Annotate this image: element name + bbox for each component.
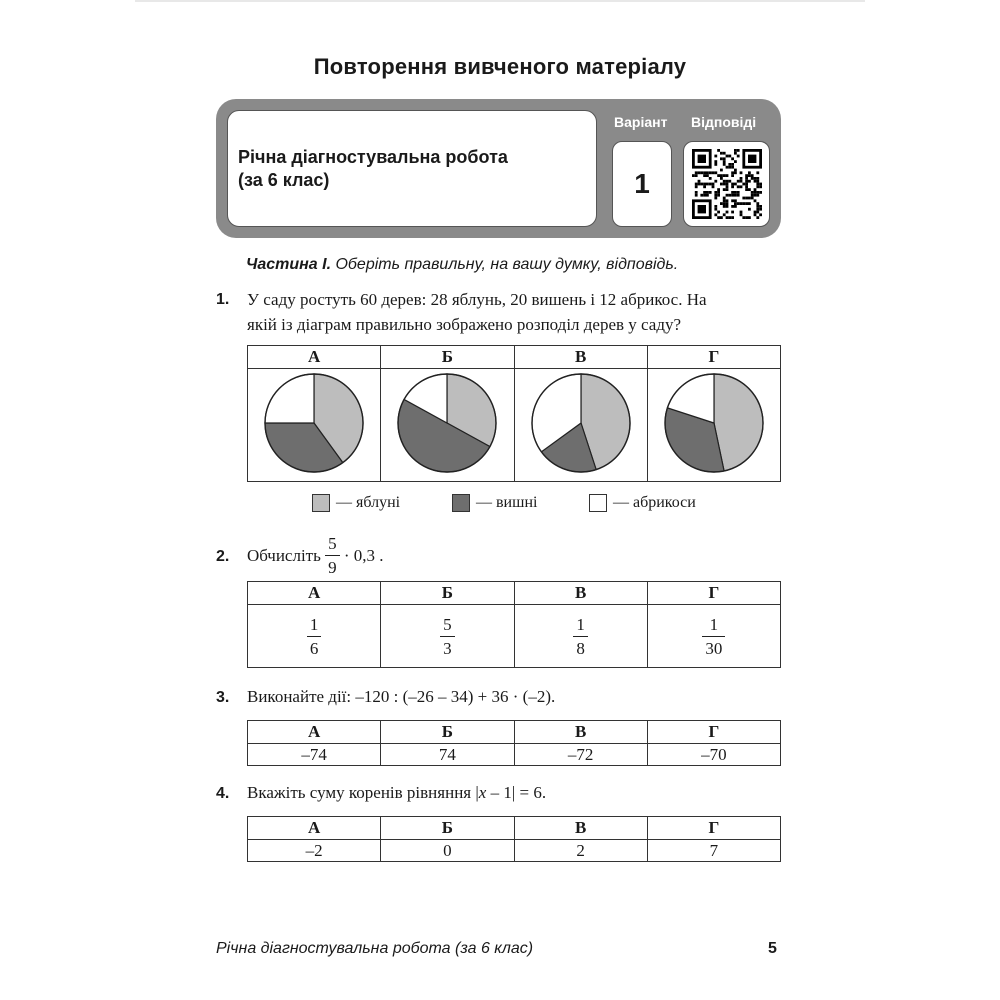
question-1-text-line2: якій із діаграм правильно зображено розподіл дерев у саду? (247, 315, 682, 334)
answers-label: Відповіді (691, 114, 757, 130)
q2-option-a[interactable] (248, 605, 381, 668)
question-4-number: 4. (216, 785, 230, 802)
pie-option-g[interactable] (647, 369, 780, 482)
part-label: Частина I. (246, 256, 332, 273)
footer-title: Річна діагностувальна робота (за 6 клас) (216, 940, 534, 957)
q4-option-g[interactable]: 7 (647, 840, 780, 862)
pie-chart-g (662, 371, 766, 475)
q3-option-letter: Б (381, 721, 514, 744)
part-instruction (246, 256, 678, 274)
q3-option-a[interactable]: –74 (248, 744, 381, 766)
fraction-denominator: 8 (576, 638, 585, 658)
question-2-expression-rest: · 0,3 . (343, 546, 384, 565)
question-3-number: 3. (216, 689, 230, 706)
fraction-numerator: 5 (440, 616, 455, 637)
question-1-number: 1. (216, 291, 230, 308)
q2-option-v[interactable] (514, 605, 647, 668)
q3-option-letter: Г (647, 721, 780, 744)
legend-swatch-apricots (589, 494, 607, 512)
q4-option-letter: А (248, 817, 381, 840)
q4-option-v[interactable]: 2 (514, 840, 647, 862)
fraction-numerator: 1 (307, 616, 322, 637)
q1-option-letter: Б (381, 346, 514, 369)
q2-option-g[interactable] (647, 605, 780, 668)
pie-chart-a (262, 371, 366, 475)
question-3-options-table (247, 720, 781, 766)
variant-number: 1 (634, 168, 650, 199)
q4-option-b[interactable]: 0 (381, 840, 514, 862)
fraction-numerator: 5 (325, 535, 340, 556)
work-title-box (227, 110, 597, 227)
q2-option-letter: А (248, 582, 381, 605)
fraction-numerator: 1 (573, 616, 588, 637)
question-4-variable: x (478, 783, 487, 802)
variant-box (612, 141, 672, 227)
pie-chart-v (529, 371, 633, 475)
legend-apples (312, 494, 400, 512)
q1-option-letter: В (514, 346, 647, 369)
top-rule (135, 0, 865, 2)
page-title: Повторення вивченого матеріалу (313, 54, 687, 79)
question-2-text (247, 535, 384, 576)
q4-option-letter: Г (647, 817, 780, 840)
q3-option-letter: В (514, 721, 647, 744)
q4-option-letter: В (514, 817, 647, 840)
pie-option-a[interactable] (248, 369, 381, 482)
q2-option-letter: В (514, 582, 647, 605)
question-4-options-table (247, 816, 781, 862)
question-1-text (247, 287, 707, 337)
q1-option-letter: Г (647, 346, 780, 369)
question-1-text-line1: У саду ростуть 60 дерев: 28 яблунь, 20 вишень і 12 абрикос. На (247, 290, 707, 309)
legend-label: — вишні (476, 494, 538, 511)
q1-option-letter: А (248, 346, 381, 369)
question-2-options-table (247, 581, 781, 668)
pie-option-v[interactable] (514, 369, 647, 482)
answers-qr-code[interactable] (683, 141, 770, 227)
page-number: 5 (768, 940, 777, 957)
fraction-denominator: 6 (309, 638, 319, 658)
q3-option-letter: А (248, 721, 381, 744)
part-instruction-text: Оберіть правильну, на вашу думку, відповідь. (335, 256, 679, 273)
question-2-number: 2. (216, 548, 230, 565)
question-4-suffix: – 1| = 6. (486, 783, 547, 802)
q4-option-letter: Б (381, 817, 514, 840)
qr-code-icon (692, 149, 762, 219)
q2-option-b[interactable] (381, 605, 514, 668)
q3-option-g[interactable]: –70 (647, 744, 780, 766)
fraction-denominator: 9 (328, 558, 337, 577)
fraction-denominator: 3 (443, 638, 452, 658)
legend-label: — абрикоси (613, 494, 696, 511)
legend-apricots (589, 494, 696, 512)
q4-option-a[interactable]: –2 (248, 840, 381, 862)
question-4-prefix: Вкажіть суму коренів рівняння | (247, 783, 479, 802)
question-1-options-table (247, 345, 781, 482)
q2-option-letter: Г (647, 582, 780, 605)
q2-option-letter: Б (381, 582, 514, 605)
question-3-text: Виконайте дії: –120 : (–26 – 34) + 36 · (–2). (247, 687, 556, 706)
work-title-line1: Річна діагностувальна робота (238, 147, 508, 167)
fraction-numerator: 1 (702, 616, 725, 637)
pie-option-b[interactable] (381, 369, 514, 482)
pie-chart-b (395, 371, 499, 475)
fraction-denominator: 30 (705, 638, 723, 658)
variant-label: Варіант (614, 114, 668, 130)
work-title (238, 146, 508, 192)
question-2-prefix: Обчисліть (247, 546, 321, 565)
work-title-line2: (за 6 клас) (238, 170, 330, 190)
question-2-fraction (325, 535, 340, 576)
question-4-text (247, 780, 546, 805)
legend-swatch-apples (312, 494, 330, 512)
q3-option-v[interactable]: –72 (514, 744, 647, 766)
q3-option-b[interactable]: 74 (381, 744, 514, 766)
legend-label: — яблуні (336, 494, 401, 511)
legend-swatch-cherries (452, 494, 470, 512)
legend-cherries (452, 494, 537, 512)
header-panel (216, 99, 781, 238)
